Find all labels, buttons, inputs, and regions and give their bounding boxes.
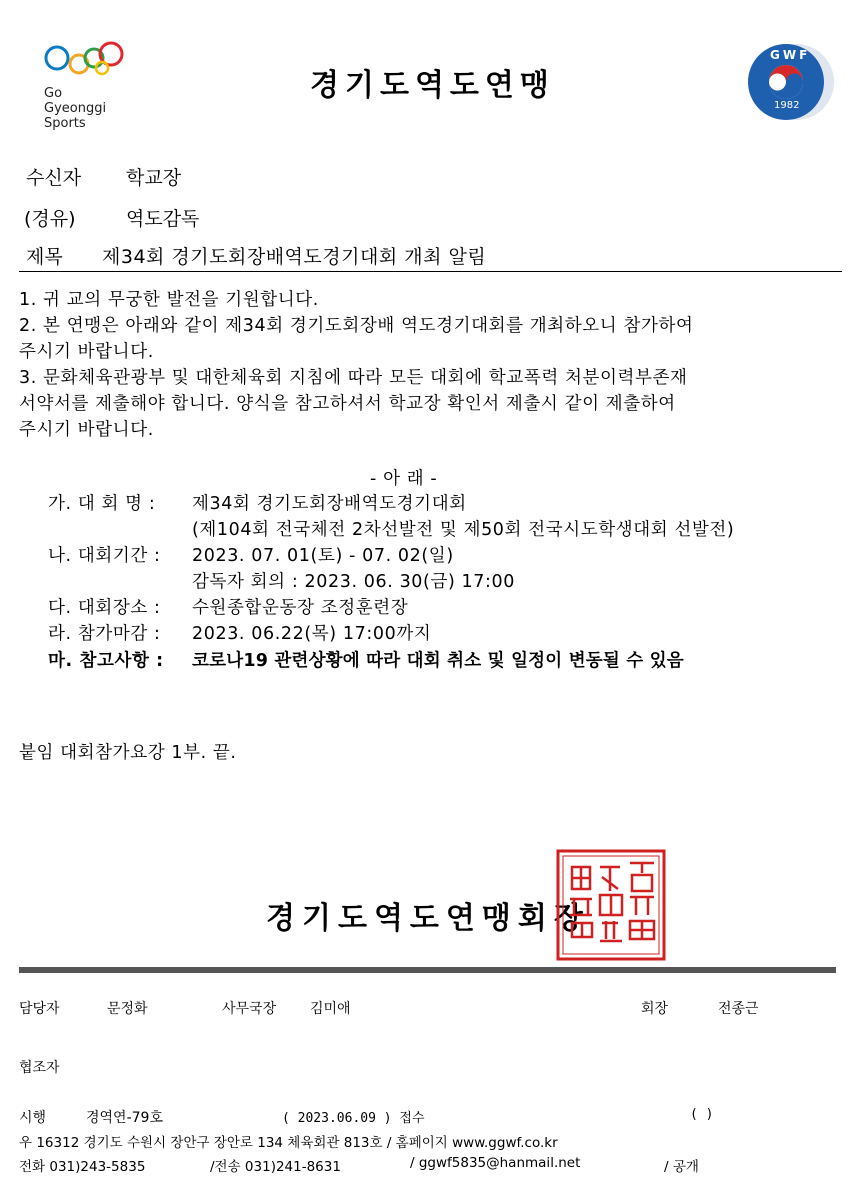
staff-label: 담당자 (19, 1001, 60, 1017)
attachment-line: 붙임 대회참가요강 1부. 끝. (19, 743, 237, 763)
issuer-name: 경기도역도연맹회장 (266, 901, 590, 936)
item-value-deadline: 2023. 06.22(목) 17:00까지 (192, 624, 432, 644)
staff-label: 사무국장 (222, 1001, 277, 1017)
gwf-emblem-text: GWF (770, 48, 811, 62)
logo-line-2: Gyeonggi (44, 101, 107, 116)
item-label-deadline: 라. 참가마감 : (48, 624, 161, 644)
address-line: 우 16312 경기도 수원시 장안구 장안로 134 체육회관 813호 / 홈페이지 www.ggwf.co.kr (19, 1135, 558, 1151)
olympic-rings-icon (44, 40, 126, 82)
receipt-paren: ( ) (690, 1107, 714, 1122)
enforcement-number: 경역연-79호 (86, 1110, 163, 1126)
recipient-value: 학교장 (126, 167, 182, 189)
enforcement-date: ( 2023.06.09 ) 접수 (282, 1111, 425, 1126)
seal-stamp-icon (556, 849, 666, 961)
gwf-emblem-year: 1982 (774, 100, 800, 111)
page-title: 경기도역도연맹 (310, 68, 555, 103)
footer-divider (19, 967, 836, 973)
below-heading: - 아 래 - (370, 469, 438, 489)
phone-number: 전화 031)243-5835 (19, 1159, 146, 1175)
paragraph-line: 3. 문화체육관광부 및 대한체육회 지침에 따라 모든 대회에 학교폭력 처분이력부존재 (19, 368, 688, 388)
recipient-label: 수신자 (26, 167, 82, 189)
item-value-period: 2023. 07. 01(토) - 07. 02(일) (192, 546, 454, 566)
item-value-note: 코로나19 관련상황에 따라 대회 취소 및 일정이 변동될 수 있음 (192, 651, 684, 671)
item-value-venue-name: 제34회 경기도회장배역도경기대회 (192, 494, 467, 514)
item-label-period: 나. 대회기간 : (48, 546, 161, 566)
subject-label: 제목 (26, 246, 63, 268)
gwf-emblem (746, 42, 838, 122)
item-value-location: 수원종합운동장 조정훈련장 (192, 598, 409, 618)
via-value: 역도감독 (126, 208, 200, 230)
paragraph-line: 1. 귀 교의 무궁한 발전을 기원합니다. (19, 290, 319, 310)
item-label-location: 다. 대회장소 : (48, 598, 161, 618)
fax-number: /전송 031)241-8631 (210, 1159, 341, 1175)
item-value-meeting: 감독자 회의 : 2023. 06. 30(금) 17:00 (192, 572, 515, 592)
paragraph-line: 2. 본 연맹은 아래와 같이 제34회 경기도회장배 역도경기대회를 개최하오니 참가하여 (19, 316, 694, 336)
staff-name: 전종근 (718, 1001, 759, 1017)
staff-name: 문정화 (107, 1001, 148, 1017)
cooperator-label: 협조자 (19, 1060, 60, 1076)
go-gyeonggi-sports-logo (44, 40, 126, 132)
via-label: (경유) (24, 208, 76, 230)
enforcement-label: 시행 (19, 1110, 47, 1126)
paragraph-line: 주시기 바랍니다. (19, 342, 154, 362)
paragraph-line: 주시기 바랍니다. (19, 420, 154, 440)
official-seal (556, 849, 666, 961)
staff-name: 김미애 (310, 1001, 351, 1017)
item-label-venue-name: 가. 대 회 명 : (48, 494, 156, 514)
logo-line-1: Go (44, 86, 63, 101)
disclosure-status: / 공개 (664, 1159, 699, 1175)
paragraph-line: 서약서를 제출해야 합니다. 양식을 참고하셔서 학교장 확인서 제출시 같이 제출하여 (19, 394, 676, 414)
item-label-note: 마. 참고사항 : (48, 651, 164, 671)
email-address[interactable]: / ggwf5835@hanmail.net (410, 1155, 581, 1171)
subject-divider (19, 271, 842, 272)
item-value-subtitle: (제104회 전국체전 2차선발전 및 제50회 전국시도학생대회 선발전) (192, 520, 735, 540)
staff-label: 회장 (641, 1001, 669, 1017)
logo-line-3: Sports (44, 116, 86, 131)
subject-value: 제34회 경기도회장배역도경기대회 개최 알림 (102, 246, 487, 268)
